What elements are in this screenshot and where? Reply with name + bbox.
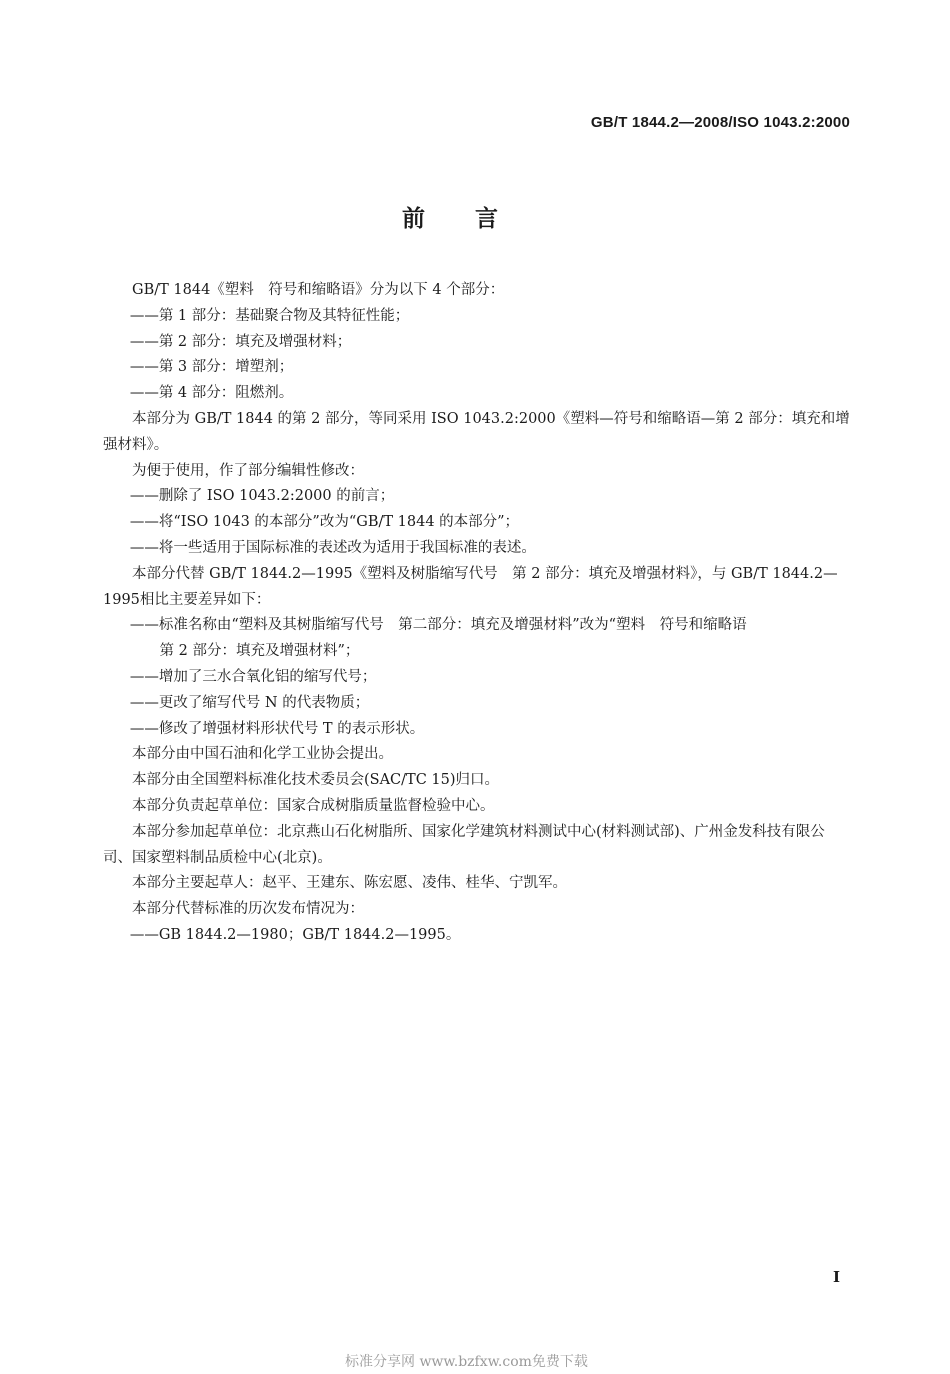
paragraph: GB/T 1844《塑料 符号和缩略语》分为以下 4 个部分： xyxy=(132,282,505,298)
paragraph: 本部分负责起草单位：国家合成树脂质量监督检验中心。 xyxy=(132,797,495,814)
standard-number: GB/T 1844.2—2008/ISO 1043.2:2000 xyxy=(590,114,850,131)
paragraph: 为便于使用，作了部分编辑性修改： xyxy=(132,462,364,479)
page-number: I xyxy=(832,1268,840,1286)
paragraph: 本部分代替 GB/T 1844.2—1995《塑料及树脂缩写代号 第 2 部分：填充及增强材料》，与 GB/T 1844.2—1995相比主要差异如下： xyxy=(103,565,838,608)
dash-item: ——将一些适用于国际标准的表述改为适用于我国标准的表述。 xyxy=(129,539,536,556)
dash-item: ——第 2 部分：填充及增强材料； xyxy=(129,333,352,350)
dash-item: ——第 3 部分：增塑剂； xyxy=(129,359,294,376)
page-title: 前言 xyxy=(402,206,548,232)
watermark: 标准分享网 www.bzfxw.com免费下载 xyxy=(345,1354,588,1370)
dash-item-continuation: 第 2 部分：填充及增强材料”； xyxy=(159,643,360,660)
paragraph: 本部分由中国石油和化学工业协会提出。 xyxy=(132,746,393,763)
dash-item: ——删除了 ISO 1043.2:2000 的前言； xyxy=(129,488,395,505)
dash-item: ——第 4 部分：阻燃剂。 xyxy=(129,385,294,402)
paragraph: 本部分由全国塑料标准化技术委员会(SAC/TC 15)归口。 xyxy=(132,772,500,789)
dash-item: ——第 1 部分：基础聚合物及其特征性能； xyxy=(129,307,410,324)
paragraph: 本部分为 GB/T 1844 的第 2 部分，等同采用 ISO 1043.2:2000《塑料—符号和缩略语—第 2 部分：填充和增强材料》。 xyxy=(103,410,850,453)
dash-item: ——更改了缩写代号 N 的代表物质； xyxy=(129,694,370,711)
document-body xyxy=(103,278,853,949)
paragraph: 本部分参加起草单位：北京燕山石化树脂所、国家化学建筑材料测试中心(材料测试部)、广州金发科技有限公司、国家塑料制品质检中心(北京)。 xyxy=(103,823,825,866)
dash-item: ——修改了增强材料形状代号 T 的表示形状。 xyxy=(129,720,425,737)
dash-item: ——增加了三水合氧化铝的缩写代号； xyxy=(129,668,377,685)
dash-item: ——将“ISO 1043 的本部分”改为“GB/T 1844 的本部分”； xyxy=(129,514,520,531)
paragraph: 本部分代替标准的历次发布情况为： xyxy=(132,901,364,918)
paragraph: 本部分主要起草人：赵平、王建东、陈宏愿、凌伟、桂华、宁凯军。 xyxy=(132,875,567,892)
dash-item: ——标准名称由“塑料及其树脂缩写代号 第二部分：填充及增强材料”改为“塑料 符号和缩略语 xyxy=(129,617,747,634)
dash-item: ——GB 1844.2—1980；GB/T 1844.2—1995。 xyxy=(129,926,461,943)
